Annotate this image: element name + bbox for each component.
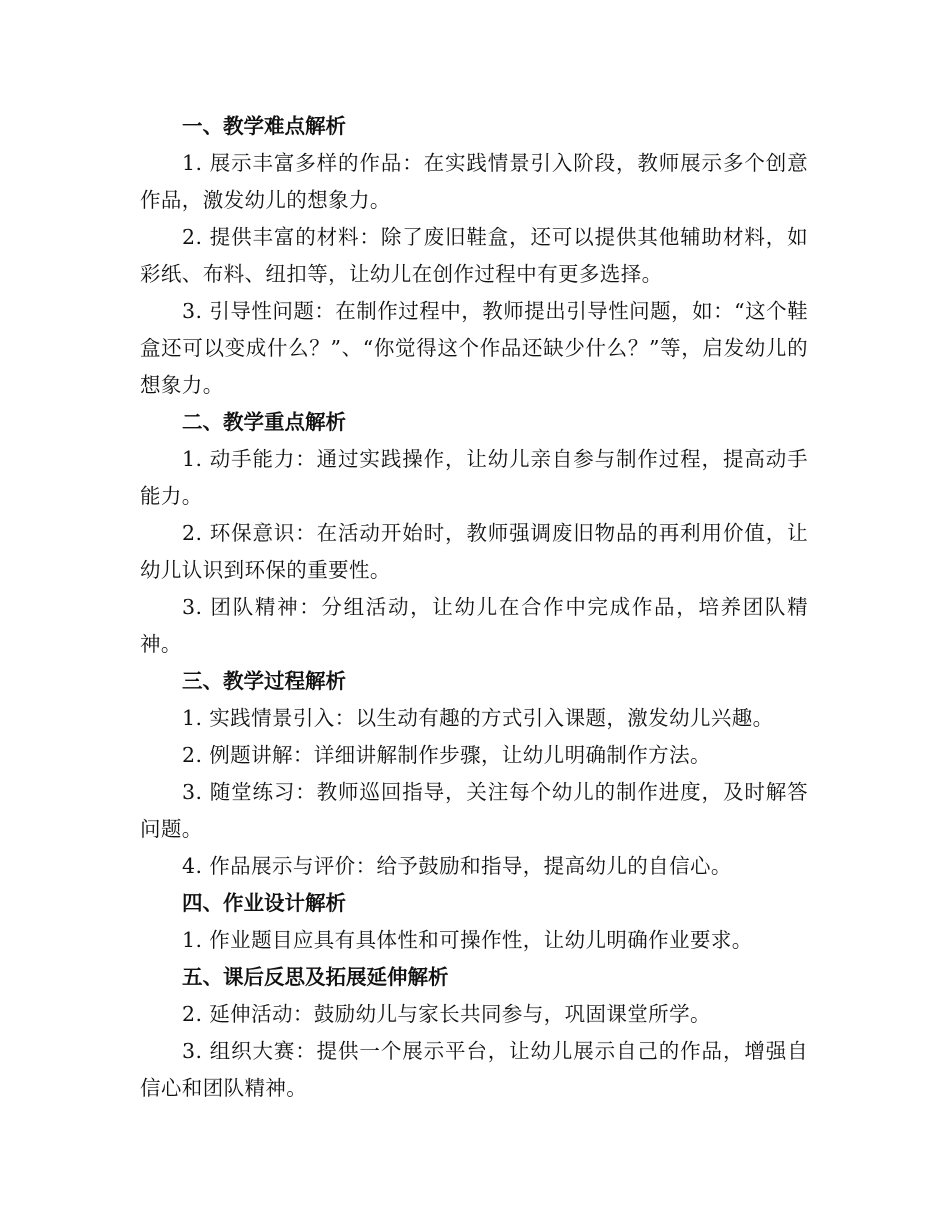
paragraph: 2. 延伸活动：鼓励幼儿与家长共同参与，巩固课堂所学。: [182, 1002, 711, 1026]
paragraph: 1. 展示丰富多样的作品：在实践情景引入阶段，教师展示多个创意作品，激发幼儿的想象力。: [140, 151, 808, 212]
paragraph: 2. 环保意识：在活动开始时，教师强调废旧物品的再利用价值，让幼儿认识到环保的重要性。: [140, 521, 808, 582]
section-teaching-process: [140, 663, 808, 885]
paragraph: 2. 提供丰富的材料：除了废旧鞋盒，还可以提供其他辅助材料，如彩纸、布料、纽扣等，让幼儿在创作过程中有更多选择。: [140, 225, 808, 286]
section-heading: 一、教学难点解析: [182, 114, 346, 138]
paragraph: 3. 随堂练习：教师巡回指导，关注每个幼儿的制作进度，及时解答问题。: [140, 780, 808, 841]
section-heading: 三、教学过程解析: [182, 669, 346, 693]
section-teaching-key-points: [140, 404, 808, 663]
section-heading: 四、作业设计解析: [182, 891, 346, 915]
paragraph: 3. 引导性问题：在制作过程中，教师提出引导性问题，如：“这个鞋盒还可以变成什么？”、“你觉得这个作品还缺少什么？”等，启发幼儿的想象力。: [140, 299, 808, 397]
document-body: [140, 108, 808, 1107]
paragraph: 1. 实践情景引入：以生动有趣的方式引入课题，激发幼儿兴趣。: [182, 706, 774, 730]
paragraph: 4. 作品展示与评价：给予鼓励和指导，提高幼儿的自信心。: [182, 854, 732, 878]
paragraph: 1. 动手能力：通过实践操作，让幼儿亲自参与制作过程，提高动手能力。: [140, 447, 808, 508]
section-heading: 五、课后反思及拓展延伸解析: [182, 965, 449, 989]
section-heading: 二、教学重点解析: [182, 410, 346, 434]
section-homework-design: [140, 885, 808, 959]
paragraph: 1. 作业题目应具有具体性和可操作性，让幼儿明确作业要求。: [182, 928, 753, 952]
section-reflection-extension: [140, 959, 808, 1107]
paragraph: 3. 组织大赛：提供一个展示平台，让幼儿展示自己的作品，增强自信心和团队精神。: [140, 1039, 808, 1100]
section-teaching-difficulties: [140, 108, 808, 404]
paragraph: 2. 例题讲解：详细讲解制作步骤，让幼儿明确制作方法。: [182, 743, 711, 767]
paragraph: 3. 团队精神：分组活动，让幼儿在合作中完成作品，培养团队精神。: [140, 595, 808, 656]
